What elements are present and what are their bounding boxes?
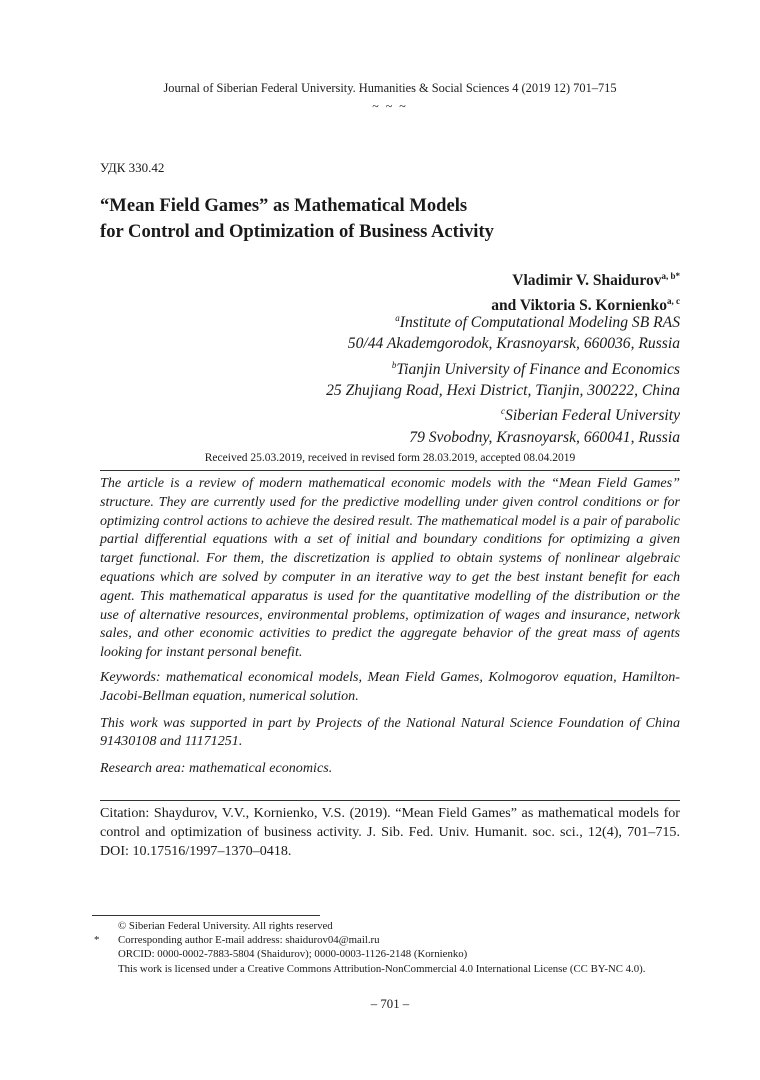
header-ornament: ~ ~ ~ xyxy=(372,99,408,113)
affiliation-mark: c xyxy=(501,406,506,417)
footnote-mark: * xyxy=(94,934,100,947)
abstract-text: The article is a review of modern mathematical economic models with the “Mean Field Games” structure. They are currently used for the predictive modelling under given control conditions or for optimizing control actions to achieve the desired result. The mathematical model is a pair of parabolic partial differential equations with a set of initial and boundary conditions for optimizing a given target functional. For them, the discretization is applied to obtain systems of nonlinear algebraic equations which are solved by computer in an iterative way to get the best instant benefit for each agent. This mathematical apparatus is used for the quantitative modelling of the distribution or the use of alternative resources, environmental problems, optimization of wages and insurance, network sales, and other economic activities to predict the aggregate behavior of the great mass of agents looking for instant personal benefit. xyxy=(100,475,680,661)
affiliation-mark: b xyxy=(391,359,397,370)
received-dates: Received 25.03.2019, received in revised form 28.03.2019, accepted 08.04.2019 xyxy=(204,452,576,464)
author-line-1 xyxy=(491,266,680,291)
footnotes xyxy=(92,919,692,976)
affiliation-mark: a xyxy=(395,313,400,323)
author-affil-mark-2: a, c xyxy=(667,296,680,307)
article-title xyxy=(100,193,680,245)
title-line-2: for Control and Optimization of Business Activity xyxy=(100,221,494,242)
affiliation-line xyxy=(326,427,680,448)
author-affil-mark-1: a, b* xyxy=(661,271,680,281)
footnote xyxy=(92,947,692,961)
affiliation-line xyxy=(326,333,680,354)
footnote-rule xyxy=(92,915,320,916)
author-name-2: and Viktoria S. Kornienko xyxy=(491,297,667,315)
abstract-top-rule xyxy=(100,470,680,471)
abstract-block xyxy=(100,474,680,778)
affiliation-line xyxy=(326,380,680,401)
footnote xyxy=(92,933,692,947)
affiliation-text: Tianjin University of Finance and Economics xyxy=(396,360,680,378)
citation-text: Citation: Shaydurov, V.V., Kornienko, V.S. (2019). “Mean Field Games” as mathematical models for control and optimization of business activity. J. Sib. Fed. Univ. Humanit. soc. sci., 12(4), 701–715. DOI: 10.17516/1997–1370–0418. xyxy=(100,805,680,859)
footnote-text: ORCID: 0000-0002-7883-5804 (Shaidurov); 0000-0003-1126-2148 (Kornienko) xyxy=(118,948,468,961)
keywords: Keywords: mathematical economical models, Mean Field Games, Kolmogorov equation, Hamilton-Jacobi-Bellman equation, numerical solution. xyxy=(100,668,680,704)
funding-note: This work was supported in part by Projects of the National Natural Science Foundation of China 91430108 and 11171251. xyxy=(100,714,680,750)
footnote xyxy=(92,962,692,976)
citation-top-rule xyxy=(100,800,680,801)
udk-code: УДК 330.42 xyxy=(100,160,165,175)
research-area: Research area: mathematical economics. xyxy=(100,760,333,777)
affiliation-line xyxy=(326,401,680,426)
affiliation-text: Institute of Computational Modeling SB RAS xyxy=(399,314,680,332)
affiliation-text: Siberian Federal University xyxy=(505,407,680,425)
footnote-text: Corresponding author E-mail address: shaidurov04@mail.ru xyxy=(118,934,380,947)
affiliation-text: 25 Zhujiang Road, Hexi District, Tianjin, 300222, China xyxy=(326,381,680,399)
footnote xyxy=(92,919,692,933)
page-number: – 701 – xyxy=(370,997,410,1011)
affiliation-text: 50/44 Akademgorodok, Krasnoyarsk, 660036, Russia xyxy=(347,335,680,353)
footnote-text: This work is licensed under a Creative Commons Attribution-NonCommercial 4.0 International License (CC BY-NC 4.0). xyxy=(118,962,646,975)
affiliation-text: 79 Svobodny, Krasnoyarsk, 660041, Russia xyxy=(409,428,680,446)
affiliation-line xyxy=(326,355,680,380)
affiliations-block xyxy=(326,308,680,448)
footnote-text: © Siberian Federal University. All rights reserved xyxy=(118,920,333,932)
title-line-1: “Mean Field Games” as Mathematical Models xyxy=(100,195,468,216)
affiliation-line xyxy=(326,308,680,333)
author-name-1: Vladimir V. Shaidurov xyxy=(512,272,662,290)
journal-header: Journal of Siberian Federal University. Humanities & Social Sciences 4 (2019 12) 701–715 xyxy=(163,81,617,95)
citation-block xyxy=(100,804,680,860)
